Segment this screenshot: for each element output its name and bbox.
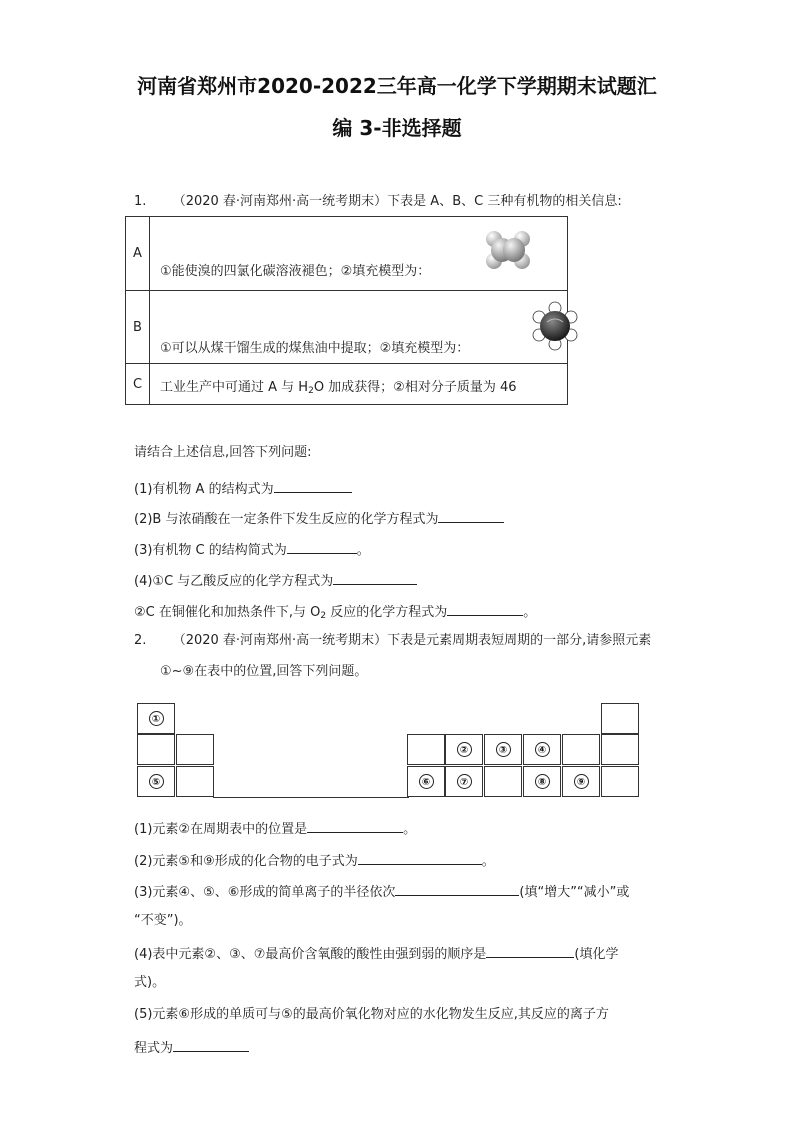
table-row-a	[126, 217, 568, 291]
q1-stem-text: （2020 春·河南郑州·高一统考期末）下表是 A、B、C 三种有机物的相关信息:	[172, 194, 622, 209]
q2-part5-cont: 程式为	[134, 1038, 249, 1057]
q1-part4: (4)①C 与乙酸反应的化学方程式为	[134, 571, 417, 590]
answer-blank[interactable]	[395, 882, 519, 896]
q2-part5: (5)元素⑥形成的单质可与⑤的最高价氧化物对应的水化物发生反应,其反应的离子方	[134, 1007, 609, 1022]
pt-cell-empty	[176, 734, 214, 765]
answer-blank[interactable]	[287, 540, 357, 554]
pt-cell-empty	[484, 766, 522, 797]
q1-part5: ②C 在铜催化和加热条件下,与 $O_2$ 反应的化学方程式为 。	[134, 602, 536, 621]
q2-part3: (3)元素④、⑤、⑥形成的简单离子的半径依次 (填“增大”“减小”或	[134, 882, 629, 901]
pt-cell-element-8: ⑧	[523, 766, 561, 797]
q1-part1: (1)有机物 A 的结构式为	[134, 479, 352, 498]
pt-cell-element-7: ⑦	[445, 766, 483, 797]
row-c-text: 工业生产中可通过 A 与 $H_2O$ 加成获得；②相对分子质量为 46	[160, 380, 517, 396]
pt-cell-empty	[601, 766, 639, 797]
q2-stem-line1: 2. （2020 春·河南郑州·高一统考期末）下表是元素周期表短周期的一部分,请参照元素	[134, 633, 652, 648]
q2-part1: (1)元素②在周期表中的位置是 。	[134, 819, 416, 838]
q2-stem-line2: ①~⑨在表中的位置,回答下列问题。	[160, 664, 368, 679]
q2-part2: (2)元素⑤和⑨形成的化合物的电子式为 。	[134, 851, 495, 870]
answer-blank[interactable]	[447, 602, 523, 616]
answer-blank[interactable]	[486, 944, 574, 958]
row-label-c: C	[126, 364, 150, 405]
answer-blank[interactable]	[274, 479, 352, 493]
pt-cell-empty	[562, 734, 600, 765]
q1-stem	[134, 194, 622, 210]
pt-cell-element-9: ⑨	[562, 766, 600, 797]
answer-blank[interactable]	[333, 571, 417, 585]
answer-blank[interactable]	[307, 819, 403, 833]
pt-cell-element-6: ⑥	[407, 766, 445, 797]
table-row-c	[126, 364, 568, 405]
q2-part3-cont: “不变”)。	[134, 913, 192, 928]
document-title-line2: 编 3-非选择题	[332, 116, 462, 140]
pt-cell-empty	[176, 766, 214, 797]
q2-part4: (4)表中元素②、③、⑦最高价含氧酸的酸性由强到弱的顺序是 (填化学	[134, 944, 618, 963]
answer-blank[interactable]	[173, 1038, 249, 1052]
pt-cell-empty	[601, 734, 639, 765]
q2-part4-cont: 式)。	[134, 975, 166, 990]
q1-info-table	[125, 216, 568, 405]
row-label-a: A	[126, 217, 150, 291]
ethylene-model-icon	[484, 229, 532, 271]
benzene-model-icon	[530, 301, 580, 351]
q1-number: 1.	[134, 194, 147, 209]
pt-cell-element-3: ③	[484, 734, 522, 765]
pt-cell-element-1: ①	[137, 703, 175, 734]
table-row-b	[126, 291, 568, 364]
pt-cell-empty	[407, 734, 445, 765]
document-title-line1: 河南省郑州市2020-2022三年高一化学下学期期末试题汇	[137, 74, 657, 98]
answer-blank[interactable]	[358, 851, 482, 865]
q1-intro: 请结合上述信息,回答下列问题:	[134, 445, 312, 460]
pt-gap-bottom-line	[213, 797, 409, 798]
pt-cell-element-2: ②	[445, 734, 483, 765]
row-a-text: ①能使溴的四氯化碳溶液褪色；②填充模型为：	[160, 264, 431, 279]
pt-cell-empty	[137, 734, 175, 765]
row-b-text: ①可以从煤干馏生成的煤焦油中提取；②填充模型为：	[160, 341, 470, 356]
q1-part3: (3)有机物 C 的结构简式为 。	[134, 540, 370, 559]
row-label-b: B	[126, 291, 150, 364]
q2-number: 2.	[134, 633, 147, 648]
pt-cell-empty	[601, 703, 639, 734]
pt-cell-element-4: ④	[523, 734, 561, 765]
answer-blank[interactable]	[438, 509, 504, 523]
pt-cell-element-5: ⑤	[137, 766, 175, 797]
q1-part2: (2)B 与浓硝酸在一定条件下发生反应的化学方程式为	[134, 509, 504, 528]
